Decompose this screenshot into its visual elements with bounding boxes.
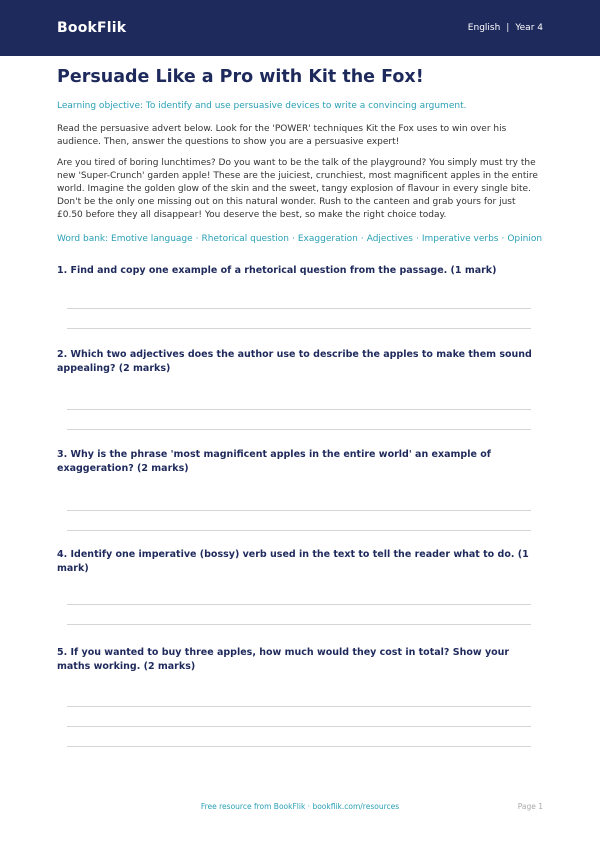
learning-objective: Learning objective: To identify and use persuasive devices to write a convincing argument. <box>57 101 467 111</box>
word-bank-label: Word bank: <box>57 234 109 244</box>
word-bank-item: Imperative verbs <box>421 234 499 244</box>
answer-line[interactable] <box>67 746 531 747</box>
page-title: Persuade Like a Pro with Kit the Fox! <box>57 67 424 87</box>
footer-resource-link[interactable]: Free resource from BookFlik · bookflik.com/resources <box>200 802 400 811</box>
word-bank-separator: · <box>360 234 364 244</box>
answer-line[interactable] <box>67 429 531 430</box>
subject-label: English <box>467 23 501 33</box>
word-bank <box>57 234 543 244</box>
question-2: 2. Which two adjectives does the author use to describe the apples to make them sound appealing? (2 marks) <box>57 349 532 374</box>
question-4: 4. Identify one imperative (bossy) verb used in the text to tell the reader what to do. (1 mark) <box>57 549 529 574</box>
word-bank-item: Exaggeration <box>297 234 358 244</box>
header-meta <box>468 23 543 33</box>
word-bank-item: Emotive language <box>111 234 193 244</box>
answer-lines-2 <box>57 409 543 430</box>
word-bank-item: Rhetorical question <box>201 234 289 244</box>
year-label: Year 4 <box>515 23 543 33</box>
answer-lines-5 <box>57 706 543 747</box>
answer-line[interactable] <box>67 328 531 329</box>
worksheet-content <box>57 56 543 747</box>
word-bank-separator: · <box>292 234 295 244</box>
word-bank-item: Adjectives <box>366 234 413 244</box>
word-bank-separator: · <box>501 234 505 244</box>
persuasive-passage: Are you tired of boring lunchtimes? Do you want to be the talk of the playground? You simply must try the new 'Super-Crunch' garden apple! These are the juiciest, crunchiest, most magnificent apples in the entire world. Imagine the golden glow of the skin and the sweet, tangy explosion of flavour in every single bite. Don't be the only one missing out on this natural wonder. Rush to the canteen and grab yours for just £0.50 before they all disappear! You deserve the best, so make the right choice today. <box>57 158 538 220</box>
answer-lines-1 <box>57 308 543 329</box>
page-header <box>0 0 600 56</box>
intro-paragraph: Read the persuasive advert below. Look for the 'POWER' techniques Kit the Fox uses to win over his audience. Then, answer the questions to show you are a persuasive expert! <box>57 124 507 147</box>
question-5: 5. If you wanted to buy three apples, how much would they cost in total? Show your maths working. (2 marks) <box>57 647 510 672</box>
page-number: Page 1 <box>517 802 543 811</box>
brand-logo[interactable]: BookFlik <box>57 20 127 36</box>
word-bank-separator: · <box>195 234 199 244</box>
answer-line[interactable] <box>67 530 531 531</box>
answer-lines-4 <box>57 604 543 625</box>
word-bank-item: Opinion <box>507 234 543 244</box>
answer-lines-3 <box>57 510 543 531</box>
answer-line[interactable] <box>67 624 531 625</box>
question-1: 1. Find and copy one example of a rhetorical question from the passage. (1 mark) <box>57 265 497 276</box>
meta-separator: | <box>506 23 510 33</box>
question-3: 3. Why is the phrase 'most magnificent apples in the entire world' an example of exaggeration? (2 marks) <box>57 449 491 474</box>
word-bank-separator: · <box>415 234 419 244</box>
